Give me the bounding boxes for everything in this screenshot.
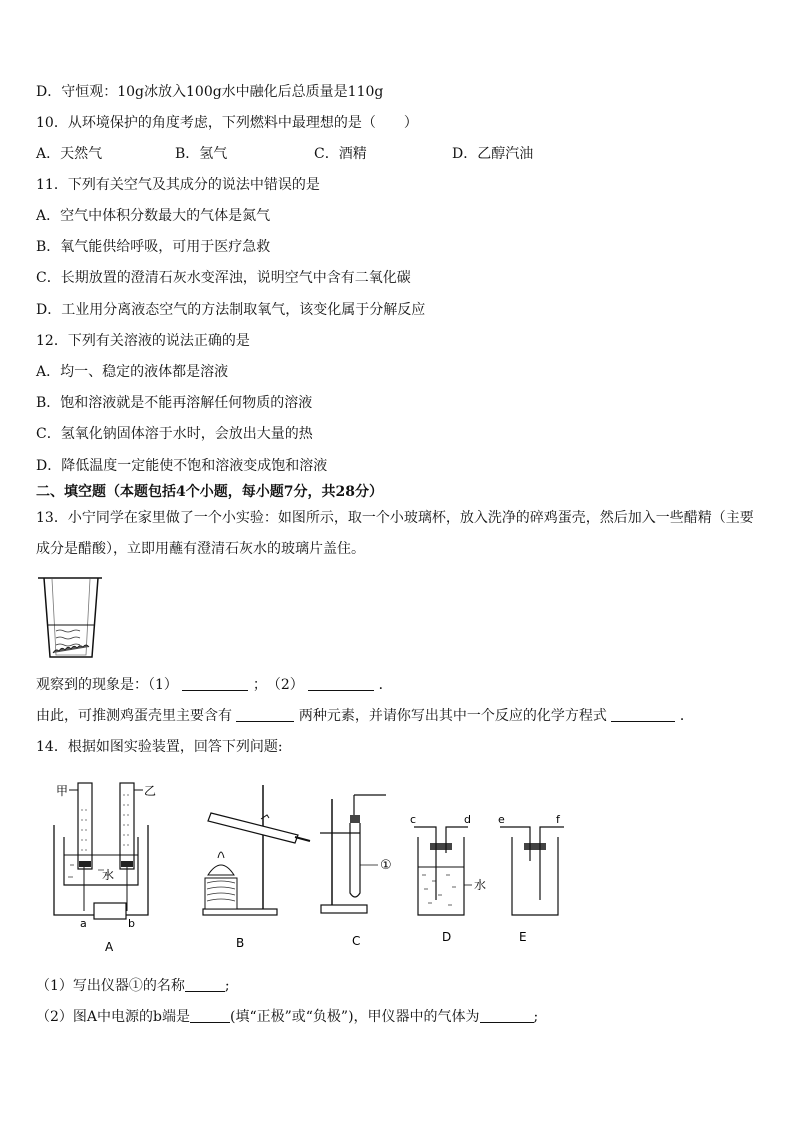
label-water: 水 bbox=[102, 868, 115, 882]
apparatus-c bbox=[320, 795, 392, 948]
apparatus-e bbox=[498, 813, 564, 944]
q10-option-b: B．氢气 bbox=[175, 146, 228, 162]
q14-sub1: （1）写出仪器①的名称 ; bbox=[36, 978, 230, 994]
label-d: d bbox=[464, 813, 471, 826]
label-c: c bbox=[410, 813, 417, 826]
label-b: b bbox=[128, 917, 135, 930]
caption-d: D bbox=[442, 930, 452, 944]
q13-observation-line: 观察到的现象是：（1） ； （2） ． bbox=[36, 677, 393, 693]
label-f: f bbox=[556, 813, 560, 826]
label-one: ① bbox=[380, 858, 392, 873]
q10-stem: 10．从环境保护的角度考虑，下列燃料中最理想的是（ ） bbox=[36, 115, 418, 131]
q11-option-d: D．工业用分离液态空气的方法制取氧气，该变化属于分解反应 bbox=[36, 302, 426, 318]
q13-blank-elements[interactable] bbox=[236, 707, 294, 722]
q13-blank-2[interactable] bbox=[308, 676, 374, 691]
q11-option-c: C．长期放置的澄清石灰水变浑浊，说明空气中含有二氧化碳 bbox=[36, 270, 411, 286]
q14-blank-electrode[interactable] bbox=[190, 1008, 230, 1023]
apparatus-a bbox=[54, 783, 156, 954]
section-heading: 二、填空题（本题包括4个小题，每小题7分，共28分） bbox=[36, 484, 383, 500]
q12-option-a: A．均一、稳定的液体都是溶液 bbox=[36, 364, 229, 380]
q14-blank-instrument[interactable] bbox=[185, 977, 225, 992]
q13-blank-equation[interactable] bbox=[611, 707, 675, 722]
label-a: a bbox=[80, 917, 87, 930]
apparatus-b bbox=[203, 785, 310, 950]
q13-inference-line: 由此，可推测鸡蛋壳里主要含有 两种元素，并请你写出其中一个反应的化学方程式 ． bbox=[36, 708, 694, 724]
apparatus-figure bbox=[36, 775, 596, 955]
caption-c: C bbox=[352, 934, 361, 948]
label-yi: 乙 bbox=[144, 784, 157, 798]
label-jia: 甲 bbox=[56, 784, 69, 798]
caption-a: A bbox=[105, 940, 114, 954]
q13-stem-line2: 成分是醋酸），立即用蘸有澄清石灰水的玻璃片盖住。 bbox=[36, 541, 365, 557]
q10-option-d: D．乙醇汽油 bbox=[452, 146, 534, 162]
q11-option-a: A．空气中体积分数最大的气体是氮气 bbox=[36, 208, 271, 224]
q13-blank-1[interactable] bbox=[182, 676, 248, 691]
apparatus-d bbox=[410, 813, 486, 944]
label-water2: 水 bbox=[474, 878, 487, 892]
q14-sub2: （2）图A中电源的b端是 (填“正极”或“负极”)，甲仪器中的气体为 ; bbox=[36, 1009, 539, 1025]
q11-option-b: B．氧气能供给呼吸，可用于医疗急救 bbox=[36, 239, 271, 255]
q12-stem: 12．下列有关溶液的说法正确的是 bbox=[36, 333, 250, 349]
q12-option-b: B．饱和溶液就是不能再溶解任何物质的溶液 bbox=[36, 395, 313, 411]
glass-cup-figure bbox=[36, 575, 106, 661]
q13-stem-line1: 13．小宁同学在家里做了一个小实验：如图所示，取一个小玻璃杯，放入洗净的碎鸡蛋壳，然后加入一些醋精（主要 bbox=[36, 510, 754, 526]
caption-b: B bbox=[236, 936, 245, 950]
q14-blank-gas[interactable] bbox=[480, 1008, 534, 1023]
caption-e: E bbox=[519, 930, 527, 944]
q11-stem: 11．下列有关空气及其成分的说法中错误的是 bbox=[36, 177, 320, 193]
q12-option-c: C．氢氧化钠固体溶于水时，会放出大量的热 bbox=[36, 426, 313, 442]
q10-option-c: C．酒精 bbox=[314, 146, 367, 162]
label-e: e bbox=[498, 813, 505, 826]
q10-option-a: A．天然气 bbox=[36, 146, 103, 162]
q12-option-d: D．降低温度一定能使不饱和溶液变成饱和溶液 bbox=[36, 458, 328, 474]
q14-stem: 14．根据如图实验装置，回答下列问题: bbox=[36, 739, 283, 755]
q9-option-d: D．守恒观：10g冰放入100g水中融化后总质量是110g bbox=[36, 84, 384, 100]
